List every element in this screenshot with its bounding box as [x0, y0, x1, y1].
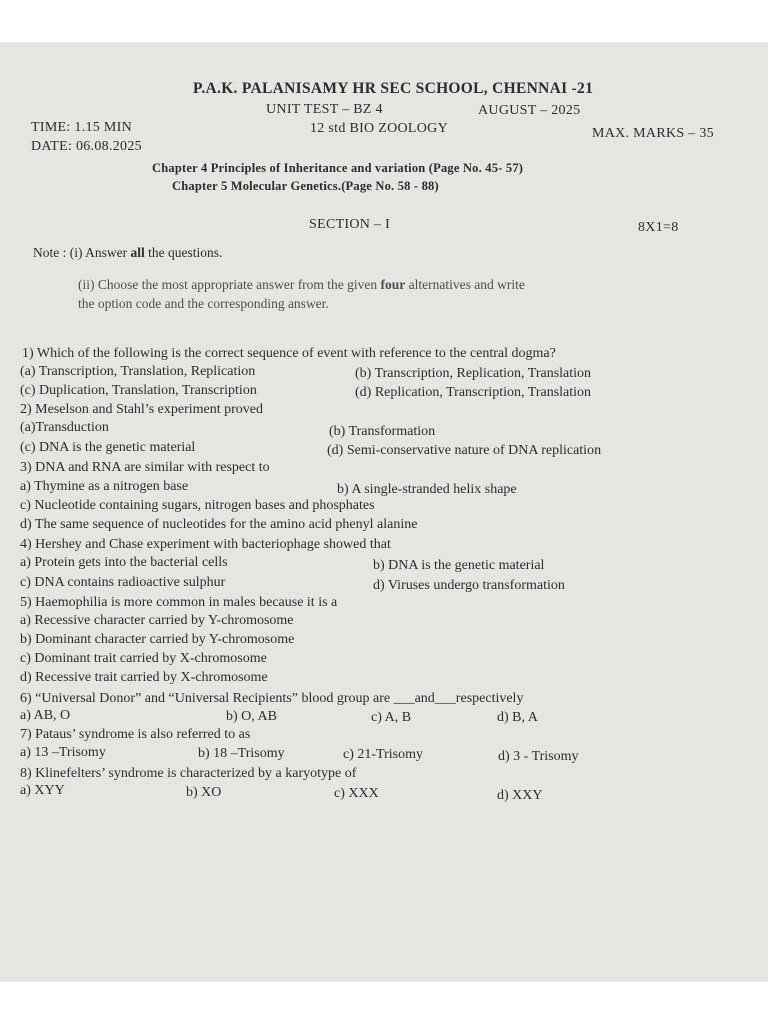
- date-label: DATE: 06.08.2025: [31, 139, 142, 154]
- q4-option-c: c) DNA contains radioactive sulphur: [20, 575, 226, 590]
- q3-option-d: d) The same sequence of nucleotides for the amino acid phenyl alanine: [20, 517, 418, 532]
- q8-option-c: c) XXX: [334, 786, 379, 801]
- q6-option-a: a) AB, O: [20, 708, 71, 723]
- q6-option-c: c) A, B: [371, 710, 412, 725]
- question-1: 1) Which of the following is the correct sequence of event with reference to the central dogma?: [22, 346, 556, 361]
- note-line-2-suffix: alternatives and write: [405, 277, 525, 292]
- note-line-1-suffix: the questions.: [144, 245, 223, 260]
- q4-option-d: d) Viruses undergo transformation: [373, 578, 565, 593]
- note-line-2: [78, 278, 525, 292]
- q3-option-a: a) Thymine as a nitrogen base: [20, 479, 189, 494]
- chapter-5-line: Chapter 5 Molecular Genetics.(Page No. 58 - 88): [172, 179, 439, 193]
- question-8: 8) Klinefelters’ syndrome is characterized by a karyotype of: [20, 766, 357, 781]
- q6-option-d: d) B, A: [497, 710, 538, 725]
- question-7: 7) Pataus’ syndrome is also referred to as: [20, 727, 251, 742]
- q7-option-a: a) 13 –Trisomy: [20, 745, 106, 760]
- question-5: 5) Haemophilia is more common in males because it is a: [20, 595, 338, 610]
- subject-label: 12 std BIO ZOOLOGY: [310, 121, 449, 136]
- test-name: UNIT TEST – BZ 4: [266, 102, 383, 117]
- note-line-2-prefix: (ii) Choose the most appropriate answer from the given: [78, 277, 381, 292]
- q8-option-d: d) XXY: [497, 788, 543, 803]
- q5-option-d: d) Recessive trait carried by X-chromosome: [20, 670, 268, 685]
- question-3: 3) DNA and RNA are similar with respect to: [20, 460, 270, 475]
- q4-option-b: b) DNA is the genetic material: [373, 558, 545, 573]
- section-title: SECTION – I: [309, 217, 391, 232]
- note-line-1: [33, 246, 222, 260]
- q1-option-c: (c) Duplication, Translation, Transcription: [20, 383, 257, 398]
- q5-option-a: a) Recessive character carried by Y-chromosome: [20, 613, 294, 628]
- q2-option-b: (b) Transformation: [329, 424, 436, 439]
- q4-option-a: a) Protein gets into the bacterial cells: [20, 555, 228, 570]
- q8-option-b: b) XO: [186, 785, 222, 800]
- note-line-2-emphasis: four: [380, 277, 406, 292]
- q3-option-c: c) Nucleotide containing sugars, nitrogen bases and phosphates: [20, 498, 375, 513]
- q2-option-d: (d) Semi-conservative nature of DNA replication: [327, 443, 602, 458]
- school-name: P.A.K. PALANISAMY HR SEC SCHOOL, CHENNAI -21: [193, 80, 594, 97]
- q1-option-a: (a) Transcription, Translation, Replication: [20, 364, 256, 379]
- test-month: AUGUST – 2025: [478, 103, 581, 118]
- q6-option-b: b) O, AB: [226, 709, 277, 724]
- question-4: 4) Hershey and Chase experiment with bacteriophage showed that: [20, 537, 391, 552]
- question-2: 2) Meselson and Stahl’s experiment proved: [20, 402, 264, 417]
- section-marks: 8X1=8: [638, 220, 679, 235]
- time-label: TIME: 1.15 MIN: [31, 120, 133, 135]
- note-line-1-prefix: Note : (i) Answer: [33, 245, 131, 260]
- q5-option-c: c) Dominant trait carried by X-chromosome: [20, 651, 267, 666]
- chapter-4-line: Chapter 4 Principles of Inheritance and variation (Page No. 45- 57): [152, 161, 524, 175]
- q1-option-b: (b) Transcription, Replication, Translation: [355, 366, 592, 381]
- note-line-1-emphasis: all: [130, 245, 145, 260]
- max-marks: MAX. MARKS – 35: [592, 126, 714, 141]
- q7-option-d: d) 3 - Trisomy: [498, 749, 579, 764]
- q7-option-c: c) 21-Trisomy: [343, 747, 423, 762]
- q5-option-b: b) Dominant character carried by Y-chromosome: [20, 632, 295, 647]
- q1-option-d: (d) Replication, Transcription, Translation: [355, 385, 592, 400]
- q7-option-b: b) 18 –Trisomy: [198, 746, 285, 761]
- note-line-3: the option code and the corresponding answer.: [78, 296, 329, 311]
- q3-option-b: b) A single-stranded helix shape: [337, 482, 517, 497]
- q2-option-a: (a)Transduction: [20, 420, 109, 435]
- q2-option-c: (c) DNA is the genetic material: [20, 440, 196, 455]
- q8-option-a: a) XYY: [20, 783, 65, 798]
- question-6: 6) “Universal Donor” and “Universal Recipients” blood group are ___and___respectively: [20, 691, 524, 706]
